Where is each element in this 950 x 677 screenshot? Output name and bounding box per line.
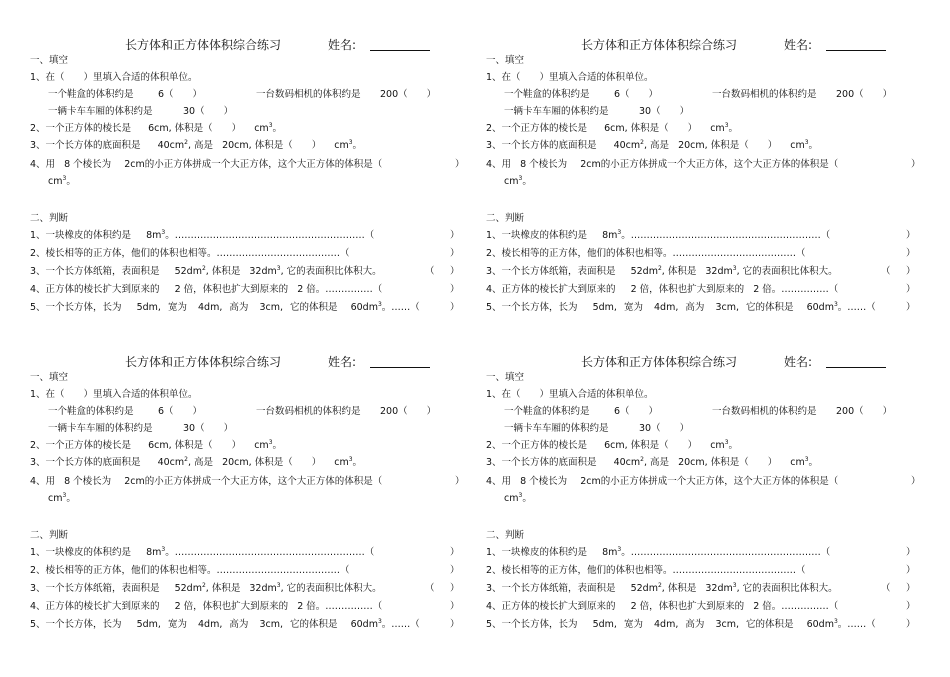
q4-unit: $cm^3$。 <box>504 492 532 504</box>
q1a-label: 一个鞋盒的体积约是 <box>504 89 590 100</box>
j5: 5、一个长方体，长为 5dm, 宽为 4dm, 高为 3cm, 它的体积是 $60dm^3$。……（ <box>30 618 420 630</box>
j3: 3、一个长方体纸箱，表面积是 $52dm^2$, 体积是 $32dm^3$, 它的表面积比体积大。 <box>30 582 382 594</box>
worksheet-title: 长方体和正方体体积综合练习 <box>581 38 738 52</box>
q1c-label: 一辆卡车车厢的体积约是 <box>48 423 153 434</box>
j3-answer-open[interactable]: （ <box>425 266 435 277</box>
j1-answer-paren[interactable]: ） <box>906 230 916 241</box>
name-label: 姓名: <box>328 38 357 52</box>
q1b-blank[interactable]: 200（ ） <box>836 89 893 100</box>
q2: 2、一个正方体的棱长是 6cm, 体积是（ ） $cm^3$。 <box>486 122 739 134</box>
q1a-blank[interactable]: 6（ ） <box>614 89 659 100</box>
j3: 3、一个长方体纸箱，表面积是 $52dm^2$, 体积是 $32dm^3$, 它的表面积比体积大。 <box>30 265 382 277</box>
section-fill-heading: 一、填空 <box>486 372 525 383</box>
q2: 2、一个正方体的棱长是 6cm, 体积是（ ） $cm^3$。 <box>486 439 739 451</box>
q4-close-paren: ） <box>455 476 465 487</box>
q1c-blank[interactable]: 30（ ） <box>183 423 234 434</box>
q3: 3、一个长方体的底面积是 $40cm^2$, 高是 20cm, 体积是（ ） $cm^3$。 <box>486 139 819 151</box>
j1: 1、一块橡皮的体积约是 $8m^3$。……………………………………………………（ <box>486 229 831 241</box>
worksheet-title: 长方体和正方体体积综合练习 <box>581 355 738 369</box>
j1-answer-paren[interactable]: ） <box>450 547 460 558</box>
name-label: 姓名: <box>784 38 813 52</box>
j5-answer-paren[interactable]: ） <box>450 302 460 313</box>
q1a-blank[interactable]: 6（ ） <box>614 406 659 417</box>
q1c-blank[interactable]: 30（ ） <box>639 106 690 117</box>
j2: 2、棱长相等的正方体，他们的体积也相等。…………………………………（ <box>486 248 806 259</box>
q1c-label: 一辆卡车车厢的体积约是 <box>504 106 609 117</box>
q4: 4、用 8 个棱长为 2cm的小正方体拼成一个大正方体，这个大正方体的体积是（ <box>486 159 839 170</box>
q1b-label: 一台数码相机的体积约是 <box>256 89 361 100</box>
worksheet-top-right <box>486 30 950 360</box>
j4: 4、正方体的棱长扩大到原来的 2 倍，体积也扩大到原来的 2 倍。……………（ <box>30 284 383 295</box>
q4-close-paren: ） <box>911 159 921 170</box>
name-label: 姓名: <box>328 355 357 369</box>
q4-close-paren: ） <box>455 159 465 170</box>
j4-answer-paren[interactable]: ） <box>906 601 916 612</box>
q1b-blank[interactable]: 200（ ） <box>380 406 437 417</box>
section-fill-heading: 一、填空 <box>486 55 525 66</box>
j3-answer-close: ） <box>450 583 460 594</box>
section-judge-heading: 二、判断 <box>30 213 69 224</box>
worksheet-title: 长方体和正方体体积综合练习 <box>125 355 282 369</box>
q1b-label: 一台数码相机的体积约是 <box>712 89 817 100</box>
name-field[interactable] <box>370 367 430 368</box>
j4-answer-paren[interactable]: ） <box>450 284 460 295</box>
j3-answer-open[interactable]: （ <box>881 266 891 277</box>
j1-answer-paren[interactable]: ） <box>906 547 916 558</box>
q4: 4、用 8 个棱长为 2cm的小正方体拼成一个大正方体，这个大正方体的体积是（ <box>30 476 383 487</box>
j4: 4、正方体的棱长扩大到原来的 2 倍，体积也扩大到原来的 2 倍。……………（ <box>486 601 839 612</box>
j3-answer-open[interactable]: （ <box>425 583 435 594</box>
j4-answer-paren[interactable]: ） <box>450 601 460 612</box>
j1: 1、一块橡皮的体积约是 $8m^3$。……………………………………………………（ <box>30 229 375 241</box>
j2: 2、棱长相等的正方体，他们的体积也相等。…………………………………（ <box>30 565 350 576</box>
q4-unit: $cm^3$。 <box>48 492 76 504</box>
j5-answer-paren[interactable]: ） <box>450 619 460 630</box>
worksheet-top-left <box>30 30 500 360</box>
j2-answer-paren[interactable]: ） <box>450 565 460 576</box>
j1: 1、一块橡皮的体积约是 $8m^3$。……………………………………………………（ <box>486 546 831 558</box>
q1a-blank[interactable]: 6（ ） <box>158 406 203 417</box>
j2-answer-paren[interactable]: ） <box>450 248 460 259</box>
q1-text: 1、在（ ）里填入合适的体积单位。 <box>486 389 654 400</box>
q1a-label: 一个鞋盒的体积约是 <box>48 406 134 417</box>
section-fill-heading: 一、填空 <box>30 55 69 66</box>
q4-unit: $cm^3$。 <box>48 175 76 187</box>
j3-answer-open[interactable]: （ <box>881 583 891 594</box>
j2-answer-paren[interactable]: ） <box>906 248 916 259</box>
q3: 3、一个长方体的底面积是 $40cm^2$, 高是 20cm, 体积是（ ） $cm^3$。 <box>486 456 819 468</box>
q1c-blank[interactable]: 30（ ） <box>639 423 690 434</box>
j4: 4、正方体的棱长扩大到原来的 2 倍，体积也扩大到原来的 2 倍。……………（ <box>30 601 383 612</box>
j5: 5、一个长方体，长为 5dm, 宽为 4dm, 高为 3cm, 它的体积是 $60dm^3$。……（ <box>486 618 876 630</box>
q1c-blank[interactable]: 30（ ） <box>183 106 234 117</box>
j4-answer-paren[interactable]: ） <box>906 284 916 295</box>
worksheet-bottom-right <box>486 347 950 677</box>
j3-answer-close: ） <box>906 583 916 594</box>
j5-answer-paren[interactable]: ） <box>906 302 916 313</box>
j4: 4、正方体的棱长扩大到原来的 2 倍，体积也扩大到原来的 2 倍。……………（ <box>486 284 839 295</box>
q4: 4、用 8 个棱长为 2cm的小正方体拼成一个大正方体，这个大正方体的体积是（ <box>486 476 839 487</box>
j3-answer-close: ） <box>906 266 916 277</box>
j3-answer-close: ） <box>450 266 460 277</box>
q2: 2、一个正方体的棱长是 6cm, 体积是（ ） $cm^3$。 <box>30 122 283 134</box>
j5: 5、一个长方体，长为 5dm, 宽为 4dm, 高为 3cm, 它的体积是 $60dm^3$。……（ <box>30 301 420 313</box>
name-field[interactable] <box>826 367 886 368</box>
q1-text: 1、在（ ）里填入合适的体积单位。 <box>30 72 198 83</box>
j2: 2、棱长相等的正方体，他们的体积也相等。…………………………………（ <box>486 565 806 576</box>
q4-unit: $cm^3$。 <box>504 175 532 187</box>
j2: 2、棱长相等的正方体，他们的体积也相等。…………………………………（ <box>30 248 350 259</box>
j5-answer-paren[interactable]: ） <box>906 619 916 630</box>
q3: 3、一个长方体的底面积是 $40cm^2$, 高是 20cm, 体积是（ ） $cm^3$。 <box>30 456 363 468</box>
section-judge-heading: 二、判断 <box>486 213 525 224</box>
q1c-label: 一辆卡车车厢的体积约是 <box>48 106 153 117</box>
worksheet-title: 长方体和正方体体积综合练习 <box>125 38 282 52</box>
q1-text: 1、在（ ）里填入合适的体积单位。 <box>30 389 198 400</box>
name-field[interactable] <box>826 50 886 51</box>
q1c-label: 一辆卡车车厢的体积约是 <box>504 423 609 434</box>
q1a-blank[interactable]: 6（ ） <box>158 89 203 100</box>
q1b-blank[interactable]: 200（ ） <box>380 89 437 100</box>
q2: 2、一个正方体的棱长是 6cm, 体积是（ ） $cm^3$。 <box>30 439 283 451</box>
q1a-label: 一个鞋盒的体积约是 <box>48 89 134 100</box>
worksheet-bottom-left <box>30 347 500 677</box>
j1: 1、一块橡皮的体积约是 $8m^3$。……………………………………………………（ <box>30 546 375 558</box>
q1a-label: 一个鞋盒的体积约是 <box>504 406 590 417</box>
q3: 3、一个长方体的底面积是 $40cm^2$, 高是 20cm, 体积是（ ） $cm^3$。 <box>30 139 363 151</box>
j5: 5、一个长方体，长为 5dm, 宽为 4dm, 高为 3cm, 它的体积是 $60dm^3$。……（ <box>486 301 876 313</box>
q4-close-paren: ） <box>911 476 921 487</box>
q1b-blank[interactable]: 200（ ） <box>836 406 893 417</box>
q4: 4、用 8 个棱长为 2cm的小正方体拼成一个大正方体，这个大正方体的体积是（ <box>30 159 383 170</box>
q1-text: 1、在（ ）里填入合适的体积单位。 <box>486 72 654 83</box>
j3: 3、一个长方体纸箱，表面积是 $52dm^2$, 体积是 $32dm^3$, 它的表面积比体积大。 <box>486 265 838 277</box>
j2-answer-paren[interactable]: ） <box>906 565 916 576</box>
q1b-label: 一台数码相机的体积约是 <box>712 406 817 417</box>
q1b-label: 一台数码相机的体积约是 <box>256 406 361 417</box>
j1-answer-paren[interactable]: ） <box>450 230 460 241</box>
section-judge-heading: 二、判断 <box>30 530 69 541</box>
name-label: 姓名: <box>784 355 813 369</box>
j3: 3、一个长方体纸箱，表面积是 $52dm^2$, 体积是 $32dm^3$, 它的表面积比体积大。 <box>486 582 838 594</box>
section-judge-heading: 二、判断 <box>486 530 525 541</box>
name-field[interactable] <box>370 50 430 51</box>
section-fill-heading: 一、填空 <box>30 372 69 383</box>
